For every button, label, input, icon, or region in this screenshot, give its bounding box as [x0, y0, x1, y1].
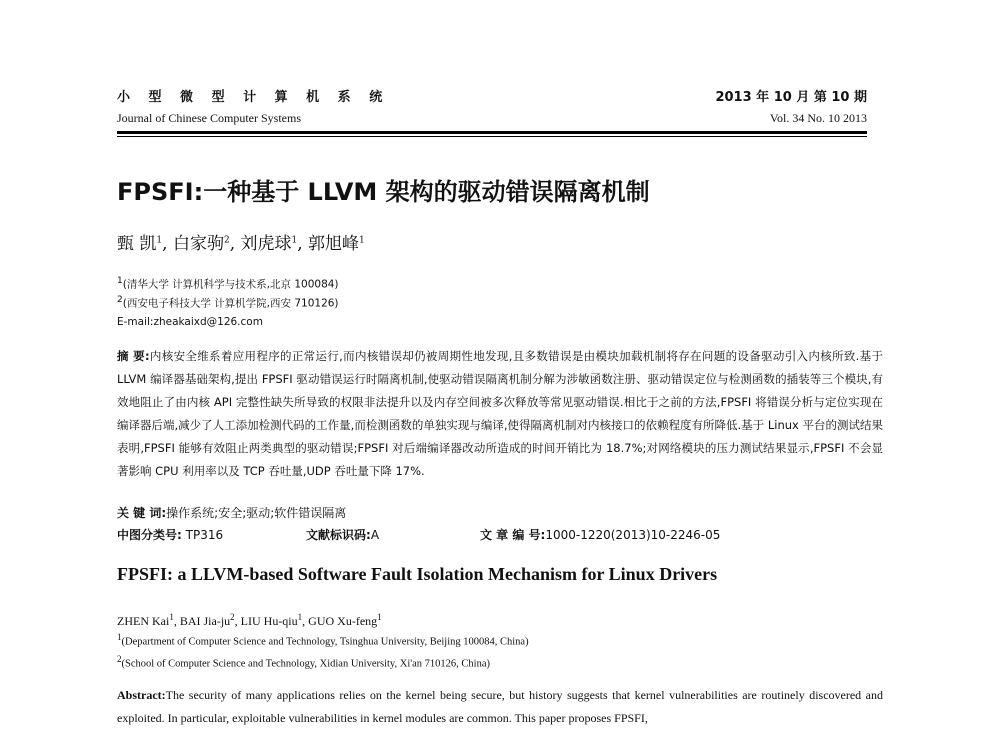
- author-sup: 1: [156, 235, 163, 246]
- keywords: [117, 504, 346, 521]
- document-code: 文献标识码:A: [306, 528, 380, 542]
- journal-header-right: [715, 86, 867, 126]
- keywords-text: 操作系统;安全;驱动;软件错误隔离: [166, 506, 347, 520]
- affiliation-en-1: $^1$(Department of Computer Science and Technology, Tsinghua University, Beijing 100084, China): [117, 632, 529, 648]
- author-name: 甄 凯: [117, 234, 157, 254]
- authors-en: ZHEN Kai$^1$, BAI Jia-$ju^2$, LIU Hu-qiu$^1$, GUO Xu-feng$^1$: [117, 612, 382, 628]
- author-sup: 1: [359, 235, 365, 246]
- abstract-cn: [117, 345, 883, 483]
- journal-name-cn: 小 型 微 型 计 算 机 系 统: [117, 90, 390, 105]
- abstract-cn-label: 摘 要:: [117, 349, 150, 363]
- article-number: 文 章 编 号:1000-1220(2013)10-2246-05: [480, 528, 721, 542]
- volume-number: Vol. 34 No. 10 2013: [769, 111, 867, 125]
- header-rule-thick: [117, 131, 867, 134]
- author-name: 郭旭峰: [308, 234, 360, 254]
- abstract-en-label: Abstract:: [117, 688, 166, 702]
- affiliation-cn-1: $^1$(清华大学 计算机科学与技术系,北京 100084): [117, 276, 339, 291]
- author-sup: 2: [223, 235, 230, 246]
- authors-cn: 甄 凯$^1$, 白家驹$^2$, 刘虎球$^1$, 郭旭峰$^1$: [117, 234, 365, 254]
- clc-number: 中图分类号: TP316: [117, 528, 224, 542]
- abstract-en: [117, 684, 883, 730]
- affiliation-cn-2: $^2$(西安电子科技大学 计算机学院,西安 710126): [117, 295, 339, 310]
- author-sup: 1: [291, 235, 298, 246]
- author-name: 白家驹: [172, 234, 224, 254]
- journal-name-en: Journal of Chinese Computer Systems: [117, 111, 301, 125]
- paper-title-cn: FPSFI:一种基于 LLVM 架构的驱动错误隔离机制: [117, 178, 650, 206]
- header-rule-thin: [117, 136, 867, 137]
- abstract-cn-text: 内核安全维系着应用程序的正常运行,而内核错误却仍被周期性地发现,且多数错误是由模块加载机制将存在问题的设备驱动引入内核所致.基于 LLVM 编译器基础架构,提出 FPSFI 驱动错误运行时隔离机制,使驱动错误隔离机制分解为涉敏函数注册、驱动错误定位与检测函数的插装等三个模块,有效地阻止了由内核 API 完整性缺失所导致的权限非法提升以及内存空间被多次释放等常见驱动错误.相比于之前的方法,FPSFI 将错误分析与定位实现在编译器后端,减少了人工添加检测代码的工作量,而检测函数的单独实现与编译,使得隔离机制对内核接口的依赖程度有所降低.基于 Linux 平台的测试结果表明,FPSFI 能够有效阻止两类典型的驱动错误;FPSFI 对后端编译器改动所造成的时间开销比为 18.7%;对网络模块的压力测试结果显示,FPSFI 不会显著影响 CPU 利用率以及 TCP 吞吐量,UDP 吞吐量下降 17%.: [117, 349, 883, 478]
- keywords-label: 关 键 词:: [117, 506, 167, 520]
- paper-title-en: FPSFI: a LLVM-based Software Fault Isolation Mechanism for Linux Drivers: [117, 564, 718, 584]
- author-email: E-mail:zheakaixd@126.com: [117, 316, 263, 328]
- abstract-en-text: The security of many applications relies on the kernel being secure, but history suggests that kernel vulnerabilities are routinely discovered and exploited. In particular, exploitable vulnerabilities in kernel modules are common. This paper proposes FPSFI,: [117, 688, 883, 725]
- journal-header-left: [117, 86, 389, 126]
- author-name: 刘虎球: [240, 234, 292, 254]
- issue-date-cn: 2013 年 10 月 第 10 期: [715, 90, 867, 105]
- affiliation-en-2: $^2$(School of Computer Science and Technology, Xidian University, Xi'an 710126, China): [117, 654, 490, 670]
